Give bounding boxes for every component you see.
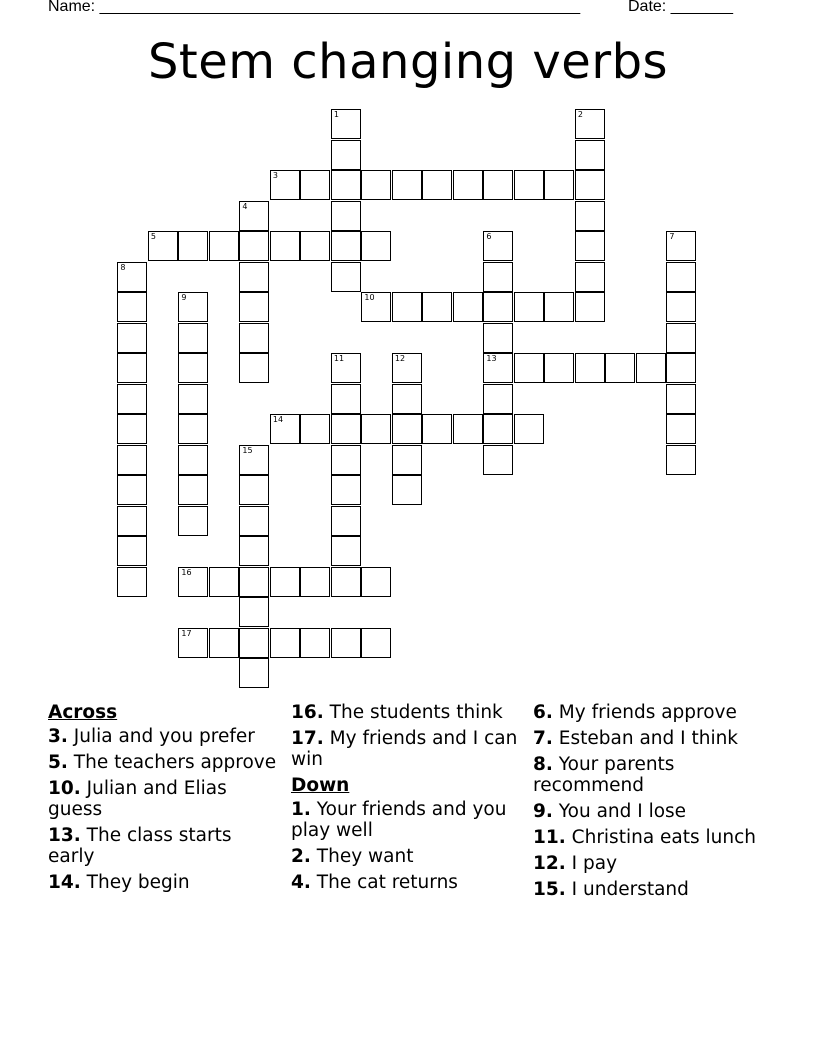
grid-cell[interactable]: [270, 231, 300, 261]
grid-cell[interactable]: [117, 323, 147, 353]
clue-across-5: 5. The teachers approve: [48, 752, 277, 773]
grid-cell[interactable]: [331, 414, 361, 444]
grid-cell[interactable]: [575, 170, 605, 200]
cell-number: 2: [577, 110, 583, 120]
clue-down-2: 2. They want: [291, 846, 414, 867]
grid-cell[interactable]: [178, 292, 208, 322]
grid-cell[interactable]: [300, 170, 330, 200]
grid-cell[interactable]: [331, 201, 361, 231]
grid-cell[interactable]: [575, 109, 605, 139]
across-heading: Across: [48, 702, 118, 723]
cell-number: 9: [181, 293, 187, 303]
clue-across-14: 14. They begin: [48, 872, 190, 893]
cell-number: 12: [394, 354, 406, 364]
grid-cell[interactable]: [178, 506, 208, 536]
clue-across-16: 16. The students think: [291, 702, 503, 723]
grid-cell[interactable]: [636, 353, 666, 383]
grid-cell[interactable]: [392, 445, 422, 475]
grid-cell[interactable]: [575, 262, 605, 292]
cell-number: 10: [364, 293, 375, 303]
grid-cell[interactable]: [239, 445, 269, 475]
cell-number: 1: [333, 110, 339, 120]
grid-cell[interactable]: [117, 445, 147, 475]
down-heading: Down: [291, 775, 350, 796]
grid-cell[interactable]: [300, 567, 330, 597]
grid-cell[interactable]: [239, 353, 269, 383]
clue-down-1: 1. Your friends and you play well: [291, 799, 507, 841]
clue-down-4: 4. The cat returns: [291, 872, 458, 893]
grid-cell[interactable]: [514, 170, 544, 200]
grid-cell[interactable]: [239, 536, 269, 566]
grid-cell[interactable]: [483, 292, 513, 322]
grid-cell[interactable]: [239, 628, 269, 658]
grid-cell[interactable]: [666, 231, 696, 261]
grid-cell[interactable]: [392, 353, 422, 383]
date-field-label: Date: _______: [628, 0, 733, 15]
grid-cell[interactable]: [483, 353, 513, 383]
grid-cell[interactable]: [178, 353, 208, 383]
grid-cell[interactable]: [666, 445, 696, 475]
grid-cell[interactable]: [514, 353, 544, 383]
grid-cell[interactable]: [178, 323, 208, 353]
grid-cell[interactable]: [178, 231, 208, 261]
grid-cell[interactable]: [544, 170, 574, 200]
grid-cell[interactable]: [331, 475, 361, 505]
grid-cell[interactable]: [514, 292, 544, 322]
grid-cell[interactable]: [239, 658, 269, 688]
grid-cell[interactable]: [392, 170, 422, 200]
cell-number: 7: [669, 232, 675, 242]
grid-cell[interactable]: [666, 384, 696, 414]
grid-cell[interactable]: [392, 384, 422, 414]
grid-cell[interactable]: [239, 231, 269, 261]
grid-cell[interactable]: [514, 414, 544, 444]
grid-cell[interactable]: [239, 323, 269, 353]
grid-cell[interactable]: [331, 353, 361, 383]
cell-number: 4: [242, 201, 248, 211]
cell-number: 15: [242, 445, 253, 455]
worksheet-header: [48, 0, 733, 16]
grid-cell[interactable]: [117, 262, 147, 292]
clue-down-9: 9. You and I lose: [533, 801, 687, 822]
name-field-label: Name: ______________________________________________________: [48, 0, 581, 15]
grid-cell[interactable]: [453, 414, 483, 444]
grid-cell[interactable]: [148, 231, 178, 261]
clue-down-8: 8. Your parents recommend: [533, 754, 675, 796]
grid-cell[interactable]: [483, 170, 513, 200]
grid-cell[interactable]: [483, 384, 513, 414]
grid-cell[interactable]: [666, 262, 696, 292]
grid-cell[interactable]: [178, 384, 208, 414]
grid-cell[interactable]: [239, 567, 269, 597]
clue-across-17: 17. My friends and I can win: [291, 728, 518, 770]
grid-cell[interactable]: [331, 170, 361, 200]
clue-across-3: 3. Julia and you prefer: [48, 726, 255, 747]
grid-cell[interactable]: [270, 414, 300, 444]
grid-cell[interactable]: [117, 292, 147, 322]
grid-cell[interactable]: [422, 414, 452, 444]
grid-cell[interactable]: [361, 628, 391, 658]
grid-cell[interactable]: [331, 231, 361, 261]
grid-cell[interactable]: [331, 506, 361, 536]
grid-cell[interactable]: [666, 292, 696, 322]
grid-cell[interactable]: [300, 231, 330, 261]
grid-cell[interactable]: [575, 231, 605, 261]
grid-cell[interactable]: [575, 353, 605, 383]
clue-across-10: 10. Julian and Elias guess: [48, 778, 227, 820]
grid-cell[interactable]: [331, 384, 361, 414]
cell-number: 11: [333, 354, 345, 364]
grid-cell[interactable]: [178, 628, 208, 658]
grid-cell[interactable]: [361, 414, 391, 444]
puzzle-title: Stem changing verbs: [147, 34, 669, 90]
grid-cell[interactable]: [239, 262, 269, 292]
cell-number: 13: [486, 354, 497, 364]
grid-cell[interactable]: [666, 414, 696, 444]
grid-cell[interactable]: [331, 445, 361, 475]
grid-cell[interactable]: [331, 140, 361, 170]
grid-cell[interactable]: [117, 536, 147, 566]
grid-cell[interactable]: [575, 292, 605, 322]
grid-cell[interactable]: [239, 292, 269, 322]
cell-number: 16: [181, 567, 192, 577]
grid-cell[interactable]: [666, 323, 696, 353]
grid-cell[interactable]: [300, 414, 330, 444]
grid-cell[interactable]: [209, 567, 239, 597]
grid-cell[interactable]: [239, 506, 269, 536]
cell-number: 5: [150, 232, 156, 242]
clue-down-7: 7. Esteban and I think: [533, 728, 739, 749]
grid-cell[interactable]: [178, 445, 208, 475]
grid-cell[interactable]: [575, 140, 605, 170]
grid-cell[interactable]: [117, 384, 147, 414]
grid-cell[interactable]: [117, 506, 147, 536]
grid-cell[interactable]: [178, 567, 208, 597]
grid-cell[interactable]: [483, 323, 513, 353]
grid-cell[interactable]: [209, 231, 239, 261]
grid-cell[interactable]: [361, 170, 391, 200]
grid-cell[interactable]: [178, 414, 208, 444]
grid-cell[interactable]: [331, 109, 361, 139]
grid-cell[interactable]: [575, 201, 605, 231]
grid-cell[interactable]: [117, 567, 147, 597]
grid-cell[interactable]: [392, 292, 422, 322]
cell-number: 17: [181, 628, 192, 638]
clue-down-11: 11. Christina eats lunch: [533, 827, 757, 848]
cell-number: 8: [120, 262, 126, 272]
grid-cell[interactable]: [361, 231, 391, 261]
grid-cell[interactable]: [483, 414, 513, 444]
cell-number: 3: [272, 171, 278, 181]
grid-cell[interactable]: [544, 353, 574, 383]
grid-cell[interactable]: [483, 445, 513, 475]
grid-cell[interactable]: [483, 262, 513, 292]
cell-number: 6: [486, 232, 492, 242]
grid-cell[interactable]: [361, 567, 391, 597]
clue-down-15: 15. I understand: [533, 879, 689, 900]
grid-cell[interactable]: [270, 628, 300, 658]
grid-cell[interactable]: [331, 536, 361, 566]
clue-column-1: [48, 702, 278, 898]
grid-cell[interactable]: [331, 567, 361, 597]
grid-cell[interactable]: [117, 414, 147, 444]
grid-cell[interactable]: [239, 475, 269, 505]
grid-cell[interactable]: [544, 292, 574, 322]
grid-cell[interactable]: [392, 475, 422, 505]
grid-cell[interactable]: [483, 231, 513, 261]
grid-cell[interactable]: [422, 170, 452, 200]
grid-cell[interactable]: [453, 170, 483, 200]
grid-cell[interactable]: [453, 292, 483, 322]
grid-cell[interactable]: [666, 353, 696, 383]
clue-across-13: 13. The class starts early: [48, 825, 232, 867]
grid-cell[interactable]: [270, 567, 300, 597]
grid-cell[interactable]: [331, 262, 361, 292]
clue-down-12: 12. I pay: [533, 853, 618, 874]
grid-cell[interactable]: [239, 201, 269, 231]
grid-cell[interactable]: [331, 628, 361, 658]
grid-cell[interactable]: [239, 597, 269, 627]
grid-cell[interactable]: [422, 292, 452, 322]
grid-cell[interactable]: [361, 292, 391, 322]
grid-cell[interactable]: [392, 414, 422, 444]
grid-cell[interactable]: [605, 353, 635, 383]
grid-cell[interactable]: [178, 475, 208, 505]
grid-cell[interactable]: [270, 170, 300, 200]
clue-column-2: [291, 702, 521, 898]
clue-column-3: [533, 702, 773, 905]
clue-down-6: 6. My friends approve: [533, 702, 737, 723]
cell-number: 14: [272, 415, 284, 425]
grid-cell[interactable]: [209, 628, 239, 658]
grid-cell[interactable]: [117, 353, 147, 383]
grid-cell[interactable]: [117, 475, 147, 505]
grid-cell[interactable]: [300, 628, 330, 658]
